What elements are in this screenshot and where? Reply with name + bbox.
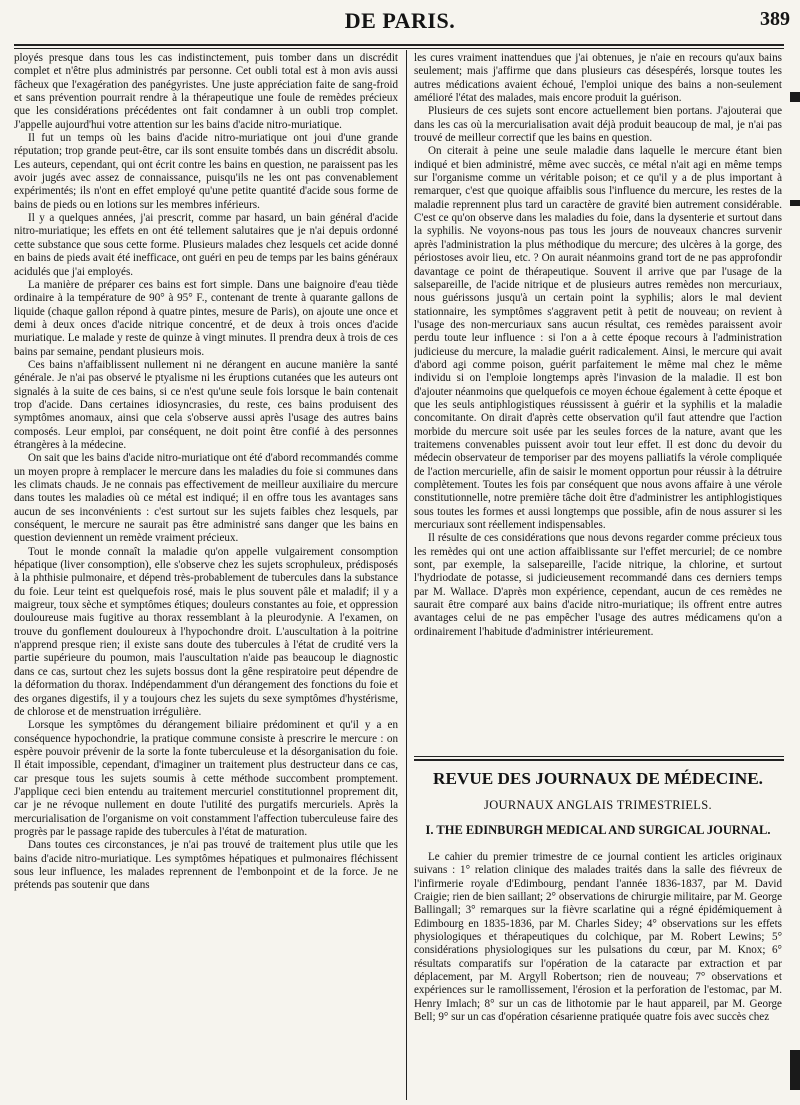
- section-title: REVUE DES JOURNAUX DE MÉDECINE.: [433, 769, 763, 788]
- paragraph: Dans toutes ces circonstances, je n'ai pas trouvé de traitement plus utile que les bains d'acide nitro-muriatique. Les symptômes hépatiques et pulmonaires fléchissent sous leur influence, les malades reprennent de l'embonpoint et de la force. Je ne prétends pas soutenir que dans: [14, 839, 398, 892]
- journal-heading: I. THE EDINBURGH MEDICAL AND SURGICAL JOURNAL.: [425, 823, 771, 837]
- page-edge-mark: [790, 92, 800, 102]
- header-rule: [14, 44, 784, 46]
- paragraph: Lorsque les symptômes du dérangement biliaire prédominent et qu'il y a en conséquence hypochondrie, la pratique commune consiste à prescrire le mercure : on espère pouvoir prévenir de la sorte la fonte tuberculeuse et la désorganisation du foie. Il était impossible, cependant, d'imaginer un traitement plus destructeur dans ce cas, car presque tous les sujets soumis à cette méthode succombent promptement. J'applique ceci bien entendu au traitement mercuriel constitutionnel proprement dit, car je ne révoque nullement en doute l'utilité des purgatifs mercuriels. Après la mercurialisation de l'organisme on voit constamment l'affection tuberculeuse faire des progrès par le passage rapide des tubercules à l'état de maturation.: [14, 719, 398, 838]
- column-divider: [406, 50, 407, 1100]
- header-rule-thin: [14, 48, 784, 49]
- page-header: [0, 0, 800, 42]
- paragraph: On citerait à peine une seule maladie dans laquelle le mercure étant bien indiqué et bien administré, même avec succès, ce métal n'ait agi en même temps sur l'organisme comme un véritable poison; et ce qu'il y a de plus important à remarquer, c'est que quoique affaiblis sous l'influence du mercure, les restes de la maladie reprennent plus tard un caractère de gravité bien autrement considérable. C'est ce qu'on observe dans les maladies du foie, dans la dysenterie et surtout dans la syphilis. Ne voyons-nous pas tous les jours de nouveaux chancres survenir après l'administration la plus méthodique du mercure; des ulcères à la gorge, des périostoses avoir lieu, etc. ? On aurait néanmoins grand tort de ne pas approfondir davantage ce point de thérapeutique. Souvent il arrive que par l'usage de la salsepareille, de l'acide nitrique et de plusieurs autres remèdes non mercuriaux, nous guérissons jusqu'à un certain point la syphilis; alors le mal devient stationnaire, les symptômes s'aggravent petit à petit de nouveau; on revient à l'usage des non-mercuriaux sans aucun résultat, ces remèdes paraissent avoir perdu toute leur influence : si l'on a à cette époque recours à l'administration judicieuse du mercure, la maladie guérit radicalement. Ainsi, le mercure qui avait d'abord agi comme poison, guérit parfaitement le même mal chez le même individu si on l'emploie longtemps après l'invasion de la maladie. Il est bon d'ajouter néanmoins que quelquefois ce moyen échoue également à cette époque et que les seuls antiphlogistiques réussissent à guérir et la syphilis et la maladie concomitante. On dirait d'après cette observation qu'il faut attendre que l'action morbide du mercure soit usée par les seules forces de la nature, avant que les traitemens convenables puissent avoir tout leur effet. Il est donc du devoir du médecin observateur de temporiser par des moyens palliatifs la vérole compliquée de l'action mercurielle, afin de saisir le moment opportun pour réussir à la détruire complètement. Toutes les fois par conséquent que nous avons affaire à une vérole constitutionnelle, notre première tâche doit être d'administrer les antiphlogistiques sous toutes les formes et aussi longtemps que possible, afin de nous assurer si les mercuriaux sont réellement indispensables.: [414, 145, 782, 532]
- section-rule-thick: [414, 759, 784, 761]
- page-number: 389: [760, 8, 790, 30]
- paragraph: Plusieurs de ces sujets sont encore actuellement bien portans. J'ajouterai que dans les cas où la mercurialisation avait déjà produit beaucoup de mal, je n'ai pas trouvé de meilleur correctif que les bains en question.: [414, 105, 782, 145]
- paragraph: La manière de préparer ces bains est fort simple. Dans une baignoire d'eau tiède ordinaire à la température de 90° à 95° F., contenant de trente à quarante gallons de liquide (chaque gallon répond à quatre pintes, mesure de Paris), on ajoute une once et demi à deux onces d'acide nitrique concentré, et de deux à trois onces d'acide muriatique. Le malade y reste de quinze à vingt minutes. Il prendra deux à trois de ces bains par semaine, pendant plusieurs mois.: [14, 278, 398, 358]
- right-column: [414, 52, 782, 757]
- section-subtitle: JOURNAUX ANGLAIS TRIMESTRIELS.: [484, 798, 712, 812]
- paragraph: Ces bains n'affaiblissent nullement ni ne dérangent en aucune manière la santé générale. Je n'ai pas observé le ptyalisme ni les éruptions cutanées que les auteurs ont signalés à la suite de ces bains, si ce n'est qu'une seule fois lorsque le bain contenait trop d'acide. Dans certaines idiosyncrasies, du reste, ces bains produisent des symptômes anomaux, ainsi que cela s'observe aussi après l'usage des autres bains composés. Leur emploi, par conséquent, ne doit point être confié à des personnes étrangères à la médecine.: [14, 358, 398, 451]
- paragraph: Il fut un temps où les bains d'acide nitro-muriatique ont joui d'une grande réputation; trop grande peut-être, car ils sont ensuite tombés dans un discrédit absolu. Les auteurs, cependant, qui ont écrit contre les bains en question, ne paraissent pas les avoir jugés avec assez de connaissance, puisqu'ils ne les ont pas convenablement expérimentés; ils n'ont en effet employé qu'une petite quantité d'acide sous forme de bains de pieds ou en lotions sur les membres inférieurs.: [14, 132, 398, 211]
- review-section: [414, 768, 782, 1051]
- review-paragraph: Le cahier du premier trimestre de ce journal contient les articles originaux suivans : 1° relation clinique des malades traités dans la salle des fiévreux de l'infirmerie royale d'Edimbourg, pendant l'année 1836-1837, par M. David Craigie; rien de bien saillant; 2° observations de chirurgie militaire, par M. George Ballingall; 3° remarques sur la fièvre scarlatine qui a régné épidémiquement à Edimbourg en 1835-1836, par M. Charles Sidey; 4° observations sur les effets physiologiques et thérapeutiques du colchique, par M. Robert Lewins; 5° considérations physiologiques sur les pulsations du cœur, par M. Knox; 6° résultats comparatifs sur l'opération de la cataracte par extraction et par déplacement, par M. Argyll Robertson; rien de nouveau; 7° observations et expériences sur le ramollissement, l'érosion et la perforation de l'estomac, par M. Henry Imlach; 8° sur un cas de lithotomie par le haut appareil, par M. George Bell; 9° sur un cas d'opération césarienne pratiquée quatre fois avec succès chez: [414, 851, 782, 1024]
- left-column: [14, 52, 398, 1102]
- paragraph: On sait que les bains d'acide nitro-muriatique ont été d'abord recommandés comme un moyen propre à remplacer le mercure dans les maladies du foie si communes dans les climats chauds. Je ne connais pas effectivement de meilleur auxiliaire du mercure dans toutes les maladies où ce métal est indiqué; il en offre tous les avantages sans aucun de ses inconvénients : c'est surtout sur les sujets faibles chez lesquels, par conséquent, le mercure ne saurait pas être administré sans danger que les bains en question deviennent un remède vraiment précieux.: [14, 452, 398, 545]
- paragraph: Tout le monde connaît la maladie qu'on appelle vulgairement consomption hépatique (liver consomption), elle s'observe chez les sujets scrophuleux, prédisposés à la phthisie pulmonaire, et dépend très-probablement de tubercules dans la substance du foie. Leur teint est quelquefois rosé, mais le plus souvent pâle et maladif; il y a maigreur, toux sèche et symptômes étiques; douleurs constantes au foie, et oppression douloureuse mais fugitive au thorax ressemblant à la pleurodynie. A l'examen, on trouve du gonflement douloureux à l'hypochondre droit. L'auscultation à la poitrine n'apprend presque rien; il existe sans doute des tubercules à l'état de crudité vers la partie supérieure du poumon, mais l'auscultation n'aide pas beaucoup le diagnostic dans ce cas, surtout chez les sujets bossus dont la gêne respiratoire peut dépendre de la déformation du thorax. Indépendamment d'un dérangement des fonctions du foie et des organes digestifs, il y a toujours chez les sujets du sexe symptômes d'hystérisme, de chlorose et de menstruation irrégulière.: [14, 545, 398, 718]
- running-title: DE PARIS.: [344, 8, 456, 33]
- section-rule: [414, 756, 784, 757]
- page-edge-mark: [790, 200, 800, 206]
- page-edge-mark: [790, 1050, 800, 1090]
- paragraph: Il résulte de ces considérations que nous devons regarder comme précieux tous les remèdes qui ont une action affaiblissante sur l'effet mercuriel; de ce nombre sont, par exemple, la salsepareille, l'acide nitrique, la chlorine, et surtout l'hydriodate de potasse, si judicieusement recommandé dans ces derniers temps par M. Wallace. D'après mon expérience, cependant, aucun de ces remèdes ne saurait être comparé aux bains d'acide nitro-muriatique; ils offrent entre autres avantages celui de ne pas empêcher l'usage des autres médicamens qu'on a ordinairement l'habitude d'administrer intérieurement.: [414, 532, 782, 638]
- paragraph: Il y a quelques années, j'ai prescrit, comme par hasard, un bain général d'acide nitro-muriatique; les effets en ont été tellement salutaires que je n'ai depuis ordonné cette substance que sous cette forme. Plusieurs malades chez lesquels cet acide donné en bains de pieds avait été inefficace, ont guéri en peu de temps par les bains généraux acidulés que j'ai employés.: [14, 212, 398, 278]
- paragraph: ployés presque dans tous les cas indistinctement, puis tomber dans un discrédit complet et n'être plus administrés par personne. Cet oubli total est à mon avis aussi fâcheux que l'exagération des panégyristes. Une juste appréciation faite de sang-froid et sans prévention pourrait rendre à la thérapeutique une foule de remèdes précieux que les considérations précédentes ont fait condamner à un oubli trop complet. J'appelle aujourd'hui votre attention sur les bains d'acide nitro-muriatique.: [14, 52, 398, 131]
- paragraph: les cures vraiment inattendues que j'ai obtenues, je n'aie en recours qu'aux bains seulement; mais j'affirme que dans plusieurs cas désespérés, lorsque toutes les autres médications avaient échoué, l'emploi unique des bains a non-seulement amélioré l'état des malades, mais encore produit la guérison.: [414, 52, 782, 105]
